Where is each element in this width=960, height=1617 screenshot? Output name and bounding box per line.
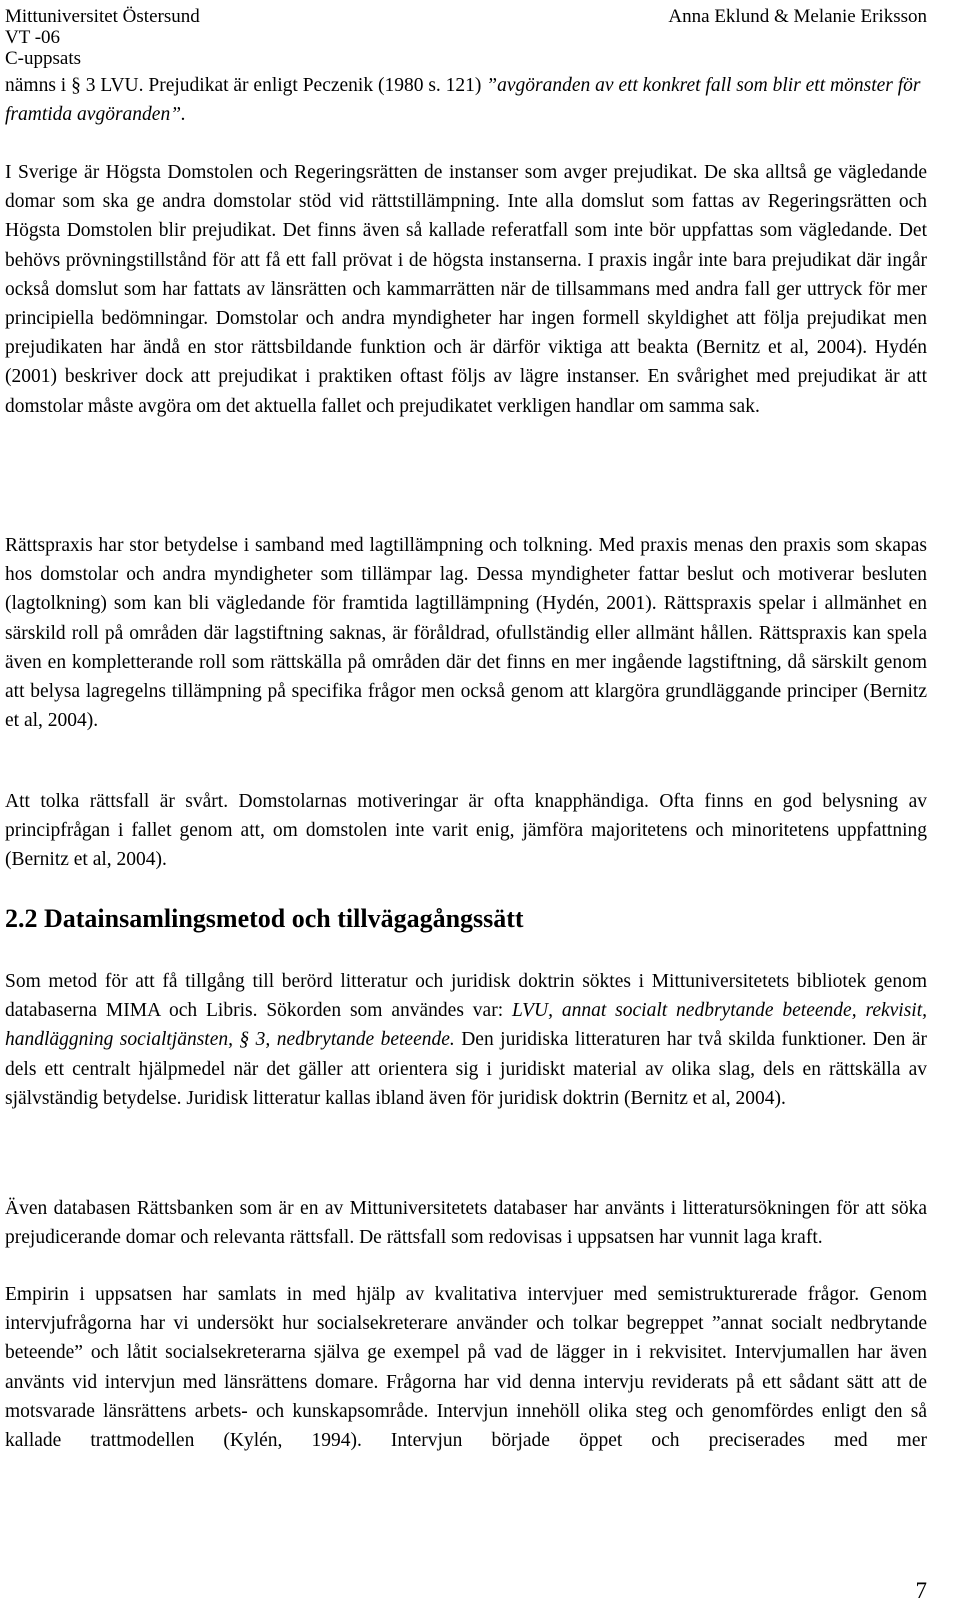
header-university: Mittuniversitet Östersund <box>5 6 200 27</box>
page-number: 7 <box>915 1578 927 1603</box>
paragraph-rattsbanken-text: Även databasen Rättsbanken som är en av Mittuniversitetets databaser har använts i litteratursökningen för att söka prejudicerande domar och relevanta rättsfall. De rättsfall som redovisas i uppsatsen har vunnit laga kraft. <box>5 1198 927 1249</box>
paragraph-rattsbanken <box>5 1194 927 1252</box>
page-header <box>5 0 927 69</box>
header-level: C-uppsats <box>5 48 81 69</box>
header-authors: Anna Eklund & Melanie Eriksson <box>668 6 927 27</box>
paragraph-rattspraxis-text: Rättspraxis har stor betydelse i samband med lagtillämpning och tolkning. Med praxis menas den praxis som skapas hos domstolar och andra myndigheter som tillämpar lag. Dessa myndigheter fattar beslut och motiverar besluten (lagtolkning) som kan bli vägledande för framtida lagtillämpning (Hydén, 2001). Rättspraxis spelar i allmänhet en särskild roll på områden där lagstiftning saknas, är föråldrad, ofullständig eller allmänt hållen. Rättspraxis kan spela även en kompletterande roll som rättskälla på områden där det finns en mer ingående lagstiftning, då särskilt genom att belysa lagregelns tillämpning på specifika frågor men också genom att klargöra grundläggande principer (Bernitz et al, 2004). <box>5 535 927 732</box>
paragraph-metod <box>5 967 927 1113</box>
paragraph-continuation-text: nämns i § 3 LVU. Prejudikat är enligt Peczenik (1980 s. 121) <box>5 75 487 96</box>
section-heading-wrap <box>5 902 927 936</box>
section-heading: 2.2 Datainsamlingsmetod och tillvägagångssätt <box>5 904 524 933</box>
paragraph-metod-text-c: Den juridiska litteraturen har två skilda funktioner. Den är dels ett centralt hjälpmedel när det gäller att orientera sig i juridiskt material av olika slag, dels en rättskälla av självständig betydelse. Juridisk litteratur kallas ibland även för juridisk doktrin (Bernitz et al, 2004). <box>5 1029 928 1109</box>
paragraph-continuation <box>5 71 927 129</box>
paragraph-empiri-text: Empirin i uppsatsen har samlats in med hjälp av kvalitativa intervjuer med semistrukturerade frågor. Genom intervjufrågorna har vi undersökt hur socialsekreterare använder och tolkar begreppet ”annat socialt nedbrytande beteende” och låtit socialsekreterarna själva ge exempel på vad de lägger in i rekvisitet. Intervjumallen har även använts vid intervjun med länsrättens domare. Frågorna har vid denna intervju reviderats på ett sådant sätt att de motsvarade länsrättens arbets- och kunskapsområde. Intervjun innehöll olika steg och genomfördes enligt den så kallade trattmodellen (Kylén, 1994). Intervjun började öppet och preciserades med mer <box>5 1284 927 1452</box>
search-terms: LVU, annat socialt nedbrytande beteende, rekvisit, handläggning socialtjänsten, § 3, nedbrytande beteende. <box>5 1000 927 1051</box>
paragraph-tolka-text: Att tolka rättsfall är svårt. Domstolarnas motiveringar är ofta knapphändiga. Ofta finns en god belysning av principfrågan i fallet genom att, om domstolen inte varit enig, jämföra majoritetens och minoritetens uppfattning (Bernitz et al, 2004). <box>5 791 927 871</box>
paragraph-metod-text-a: Som metod för att få tillgång till berörd litteratur och juridisk doktrin söktes i Mittuniversitetets bibliotek genom databaserna MIMA och Libris. Sökorden som användes var: <box>5 971 927 1022</box>
paragraph-tolka <box>5 787 927 875</box>
header-term: VT -06 <box>5 27 61 48</box>
document-page <box>5 0 928 1603</box>
paragraph-empiri <box>5 1280 927 1455</box>
paragraph-prejudikat <box>5 158 927 421</box>
definition-quote: ”avgöranden av ett konkret fall som blir ett mönster för framtida avgöranden”. <box>5 75 921 126</box>
paragraph-rattspraxis <box>5 531 927 735</box>
paragraph-prejudikat-text: I Sverige är Högsta Domstolen och Regeringsrätten de instanser som avger prejudikat. De ska alltså ge vägledande domar som ska ge andra domstolar stöd vid rättstillämpning. Inte alla domslut som fattas av Regeringsrätten och Högsta Domstolen blir prejudikat. Det finns även så kallade referatfall som inte bör uppfattas som vägledande. Det behövs prövningstillstånd för att få ett fall prövat i de högsta instanserna. I praxis ingår inte bara prejudikat där ingår också domslut som har fattats av länsrätten och kammarrätten när de tillsammans med andra fall ger uttryck för mer principiella bedömningar. Domstolar och andra myndigheter har ingen formell skyldighet att följa prejudikat men prejudikaten har ändå en stor rättsbildande funktion och är därför viktiga att beakta (Bernitz et al, 2004). Hydén (2001) beskriver dock att prejudikat i praktiken oftast följs av lägre instanser. En svårighet med prejudikat är att domstolar måste avgöra om det aktuella fallet och prejudikatet verkligen handlar om samma sak. <box>5 162 927 417</box>
